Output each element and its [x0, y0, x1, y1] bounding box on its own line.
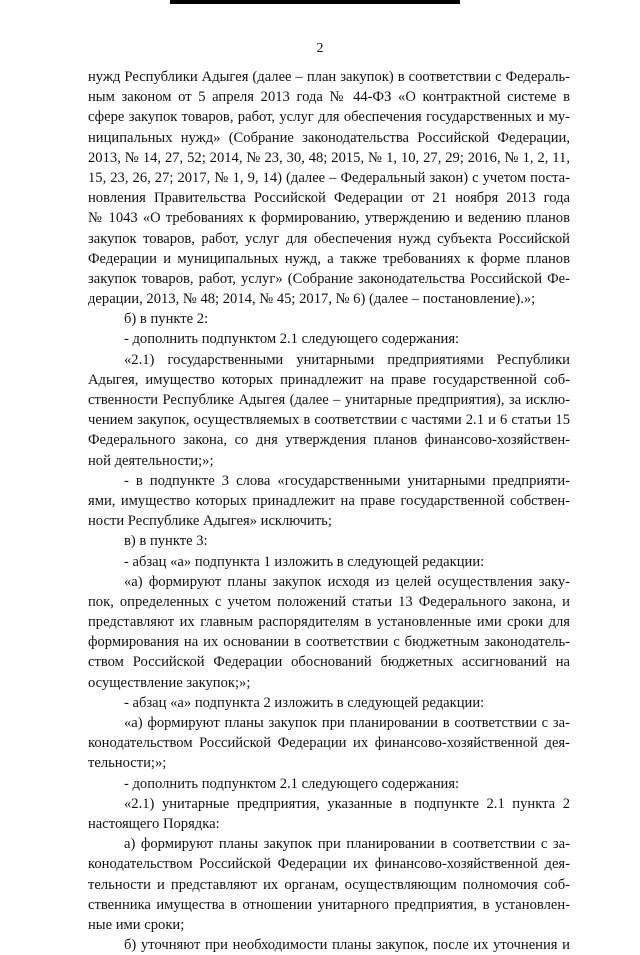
text-line: - абзац «а» подпункта 1 изложить в следующей редакции: — [124, 553, 485, 570]
text-line: ством Российской Федерации обоснований бюджетных ассигнований на — [88, 654, 570, 671]
text-line: «а) формируют планы закупок при планировании в соответствии с за- — [124, 715, 570, 731]
text-line: Федерации и муниципальных нужд, а также требованиях к форме планов — [88, 250, 570, 267]
text-line: тельности и представляют их органам, осуществляющим полномочия соб- — [88, 876, 570, 893]
text-line: ной деятельности;»; — [88, 452, 214, 469]
text-line: «а) формируют планы закупок исходя из целей осуществления заку- — [124, 573, 570, 590]
text-line: - дополнить подпунктом 2.1 следующего содержания: — [124, 775, 460, 792]
text-line: ным законом от 5 апреля 2013 года № 44-ФЗ «О контрактной системе в — [88, 89, 570, 106]
text-line: формирования на их основании в соответствии с бюджетным законодатель- — [88, 634, 570, 651]
text-line: ности Республике Адыгея» исключить; — [88, 513, 332, 530]
text-line: закупок товаров, работ, услуг для обеспечения нужд субъекта Российской — [88, 230, 570, 247]
text-line: б) уточняют при необходимости планы закупок, после их уточнения и — [124, 937, 570, 954]
text-line: конодательством Российской Федерации их финансово-хозяйственной дея- — [88, 735, 570, 752]
text-line: - абзац «а» подпункта 2 изложить в следующей редакции: — [124, 694, 485, 711]
text-line: закупок товаров, работ, услуг» (Собрание законодательства Российской Фе- — [88, 270, 570, 287]
text-line: 15, 23, 26, 27; 2017, № 1, 9, 14) (далее – Федеральный закон) с учетом поста- — [88, 169, 570, 186]
text-line: ственника имущества в отношении унитарного предприятия, в установлен- — [88, 896, 570, 913]
text-line: ственности Республике Адыгея (далее – унитарные предприятия), за исклю- — [88, 392, 570, 408]
text-line: а) формируют планы закупок при планировании в соответствии с за- — [124, 836, 570, 853]
text-line: сфере закупок товаров, работ, услуг для обеспечения государственных и му- — [88, 109, 570, 126]
text-line: чением закупок, осуществляемых в соответствии с частями 2.1 и 6 статьи 15 — [88, 412, 570, 429]
text-line: «2.1) государственными унитарными предприятиями Республики — [124, 351, 570, 368]
text-line: б) в пункте 2: — [124, 311, 209, 328]
text-line: конодательством Российской Федерации их финансово-хозяйственной дея- — [88, 856, 570, 873]
text-line: 2013, № 14, 27, 52; 2014, № 23, 30, 48; 2015, № 1, 10, 27, 29; 2016, № 1, 2, 11, — [88, 149, 570, 166]
text-line: тельности;»; — [88, 755, 167, 772]
text-line: в) в пункте 3: — [124, 533, 208, 550]
text-line: ниципальных нужд» (Собрание законодательства Российской Федерации, — [88, 129, 570, 146]
text-line: новления Правительства Российской Федерации от 21 ноября 2013 года — [88, 190, 570, 207]
text-line: - в подпункте 3 слова «государственными унитарными предприяти- — [124, 472, 570, 489]
text-line: - дополнить подпунктом 2.1 следующего содержания: — [124, 331, 460, 348]
text-line: представляют их главным распорядителям в установленные ими сроки для — [88, 614, 570, 631]
text-line: осуществление закупок;»; — [88, 674, 251, 691]
scan-edge-mark — [170, 0, 460, 4]
text-line: Адыгея, имущество которых принадлежит на праве государственной соб- — [88, 371, 570, 388]
document-body — [88, 67, 570, 955]
page-number: 2 — [316, 41, 324, 56]
text-line: нужд Республики Адыгея (далее – план закупок) в соответствии с Федераль- — [88, 69, 570, 85]
text-line: Федерального закона, со дня утверждения планов финансово-хозяйствен- — [88, 432, 570, 449]
text-line: дерации, 2013, № 48; 2014, № 45; 2017, № 6) (далее – постановление).»; — [88, 291, 536, 308]
text-line: настоящего Порядка: — [88, 815, 220, 832]
text-line: ями, имущество которых принадлежит на праве государственной собствен- — [88, 492, 570, 509]
text-line: № 1043 «О требованиях к формированию, утверждению и ведению планов — [88, 210, 570, 227]
text-line: пок, определенных с учетом положений статьи 13 Федерального закона, и — [88, 593, 570, 610]
text-line: «2.1) унитарные предприятия, указанные в подпункте 2.1 пункта 2 — [124, 795, 570, 812]
text-line: ные ими сроки; — [88, 916, 185, 933]
